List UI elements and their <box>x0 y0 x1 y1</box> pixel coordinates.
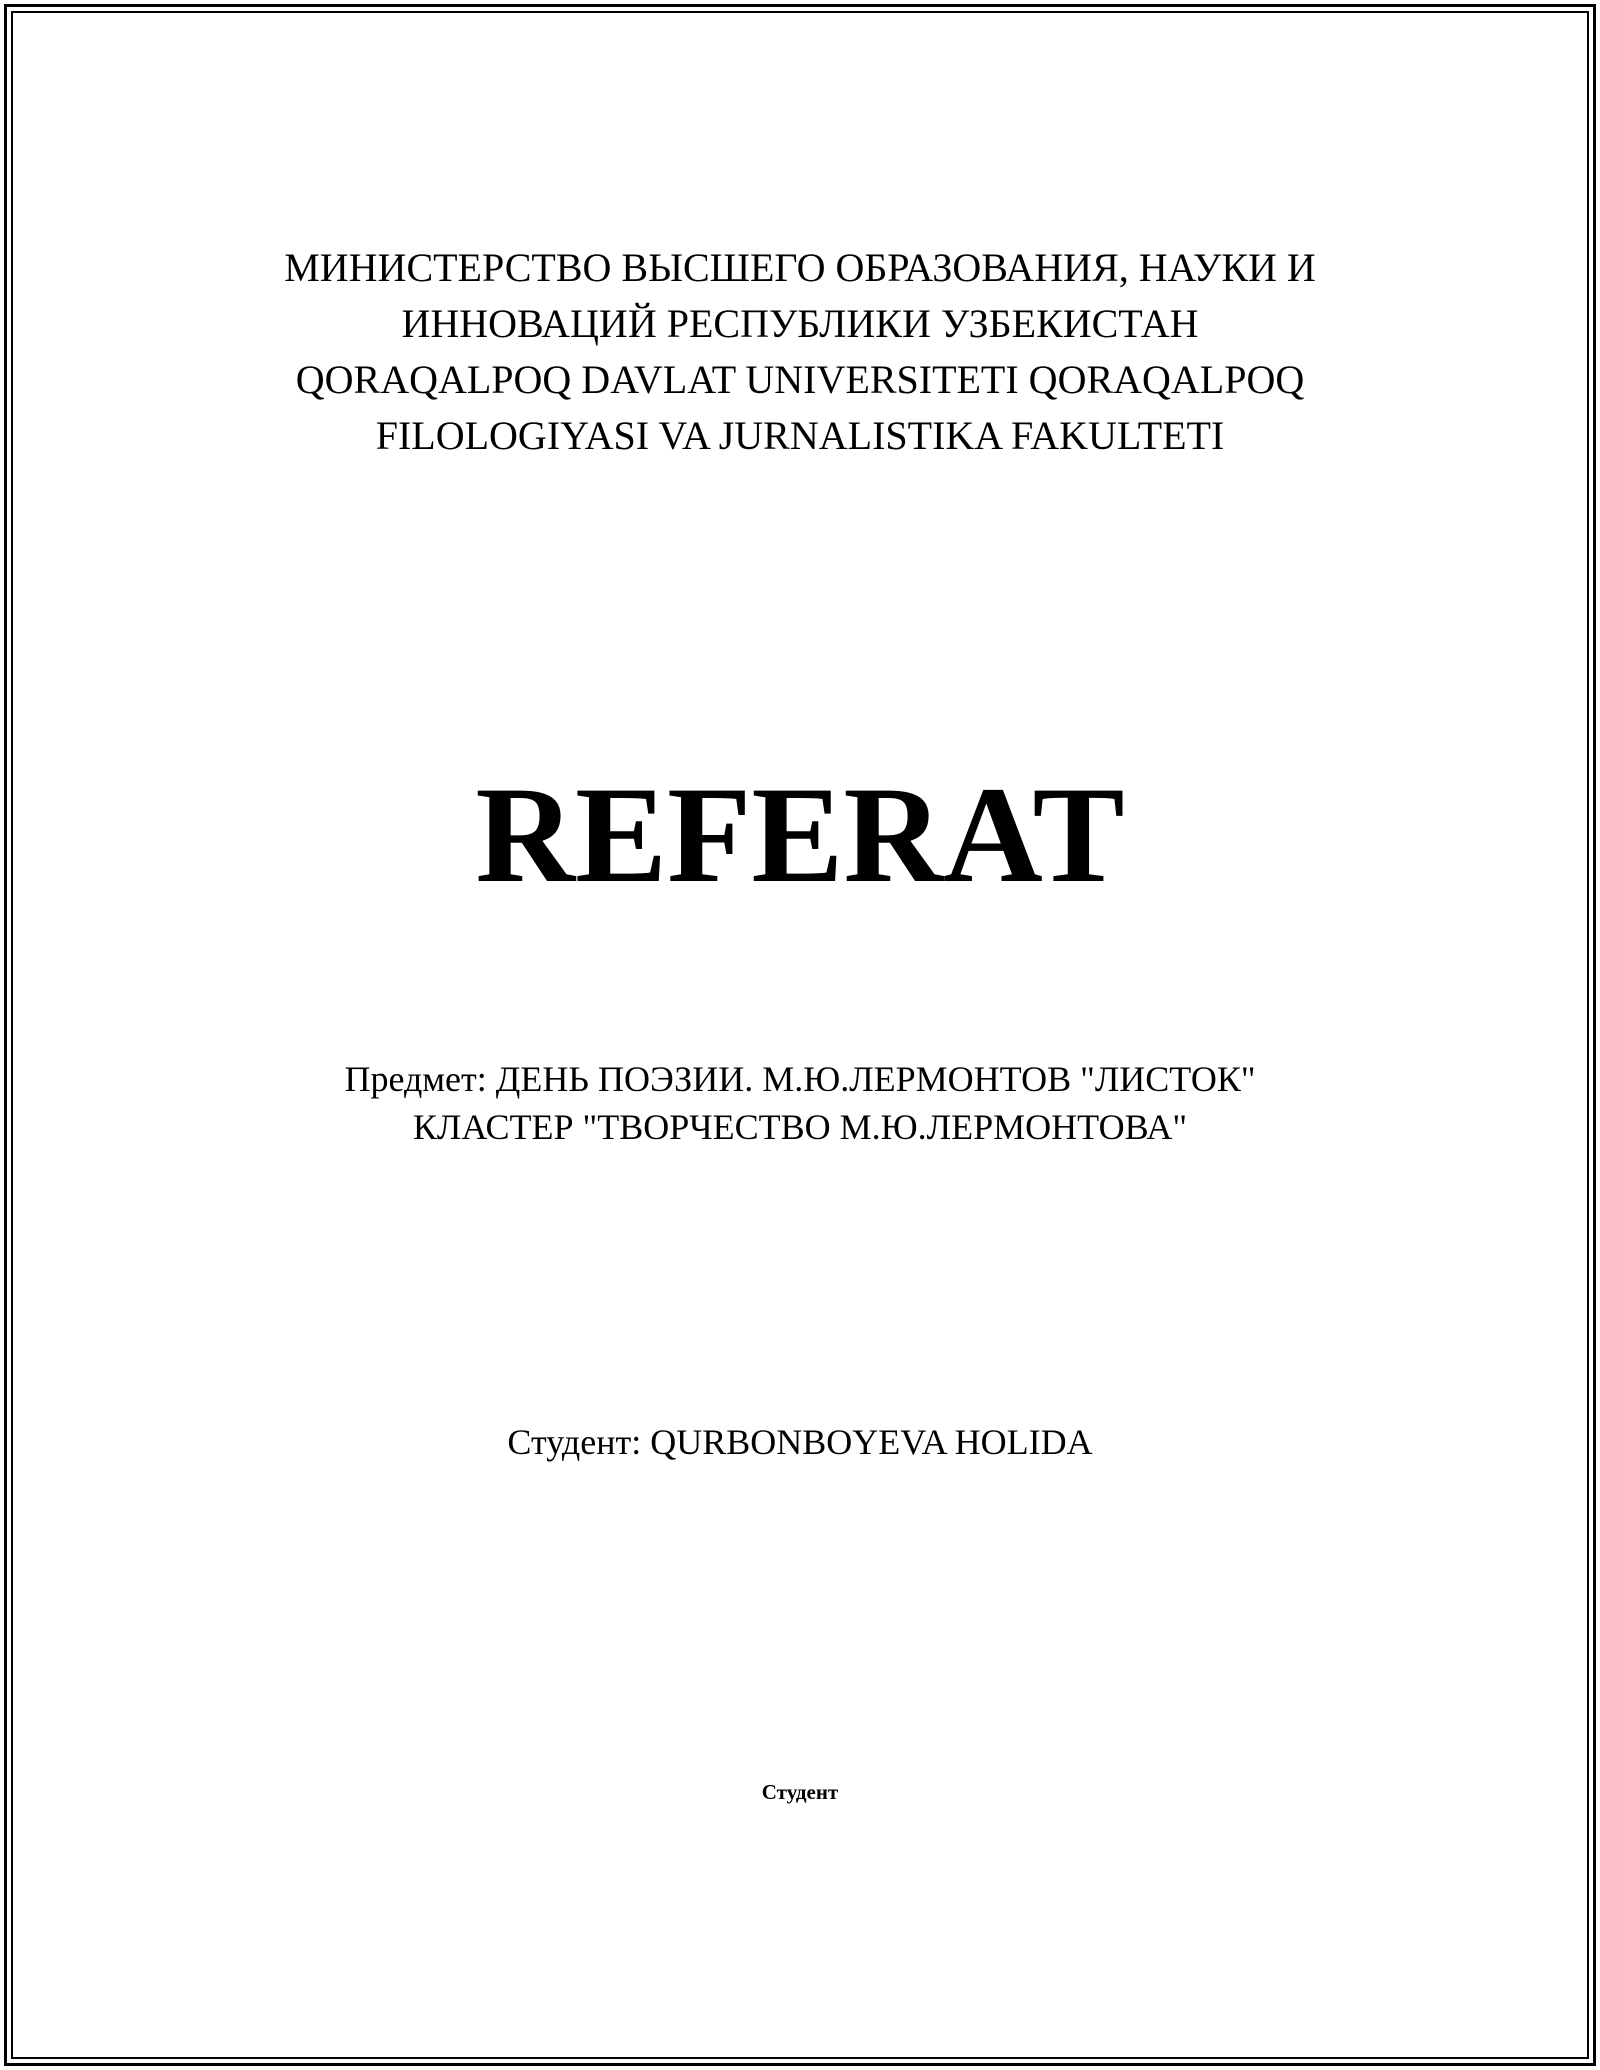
header-line: ИННОВАЦИЙ РЕСПУБЛИКИ УЗБЕКИСТАН <box>401 301 1199 346</box>
header-line: МИНИСТЕРСТВО ВЫСШЕГО ОБРАЗОВАНИЯ, НАУКИ И <box>284 245 1316 290</box>
subject-line: Предмет: ДЕНЬ ПОЭЗИИ. М.Ю.ЛЕРМОНТОВ "ЛИСТОК" <box>344 1059 1256 1099</box>
document-title: REFERAT <box>475 758 1125 911</box>
student-signature-label: Студент <box>761 1780 839 1804</box>
student-name: Студент: QURBONBOYEVA HOLIDA <box>507 1422 1093 1462</box>
subject-line: КЛАСТЕР "ТВОРЧЕСТВО М.Ю.ЛЕРМОНТОВА" <box>412 1107 1188 1147</box>
header-line: FILOLOGIYASI VA JURNALISTIKA FAKULTETI <box>375 413 1225 458</box>
header-line: QORAQALPOQ DAVLAT UNIVERSITETI QORAQALPOQ <box>295 357 1305 402</box>
ministry-header <box>0 240 1600 464</box>
subject-block <box>0 1055 1600 1151</box>
